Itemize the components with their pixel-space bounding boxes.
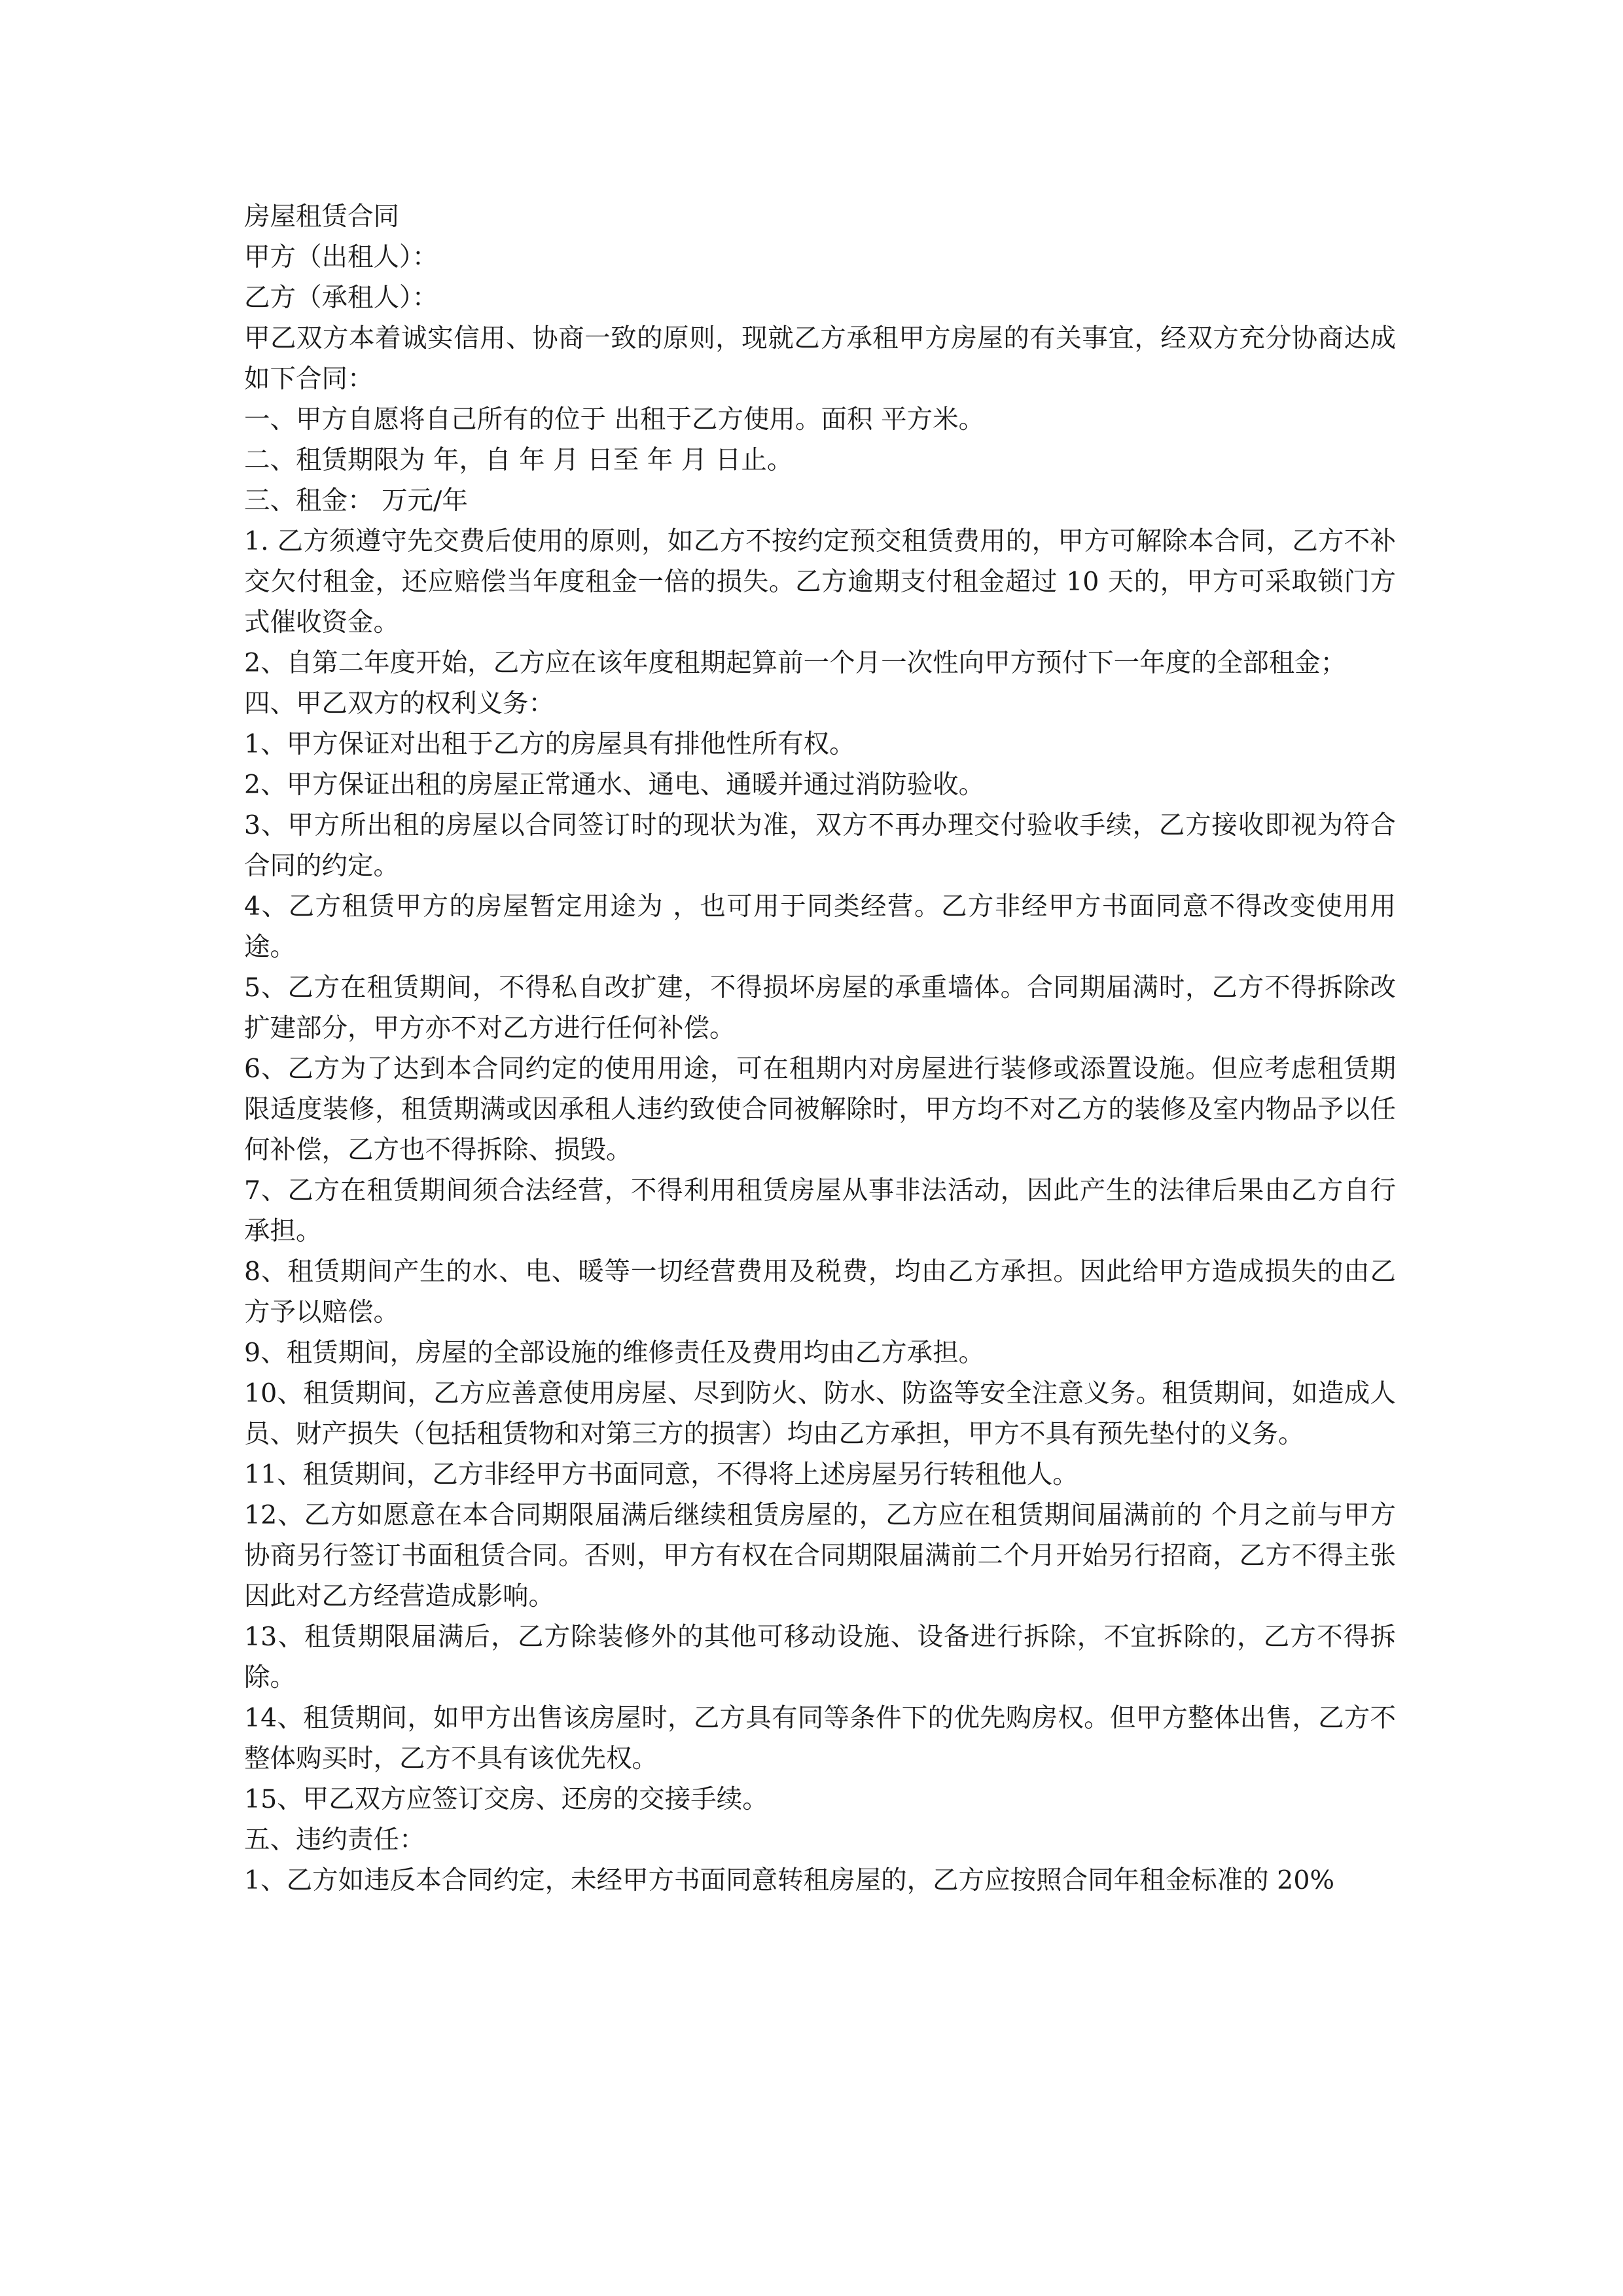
document-title: 房屋租赁合同 [244,202,399,232]
rights-item-14: 14、租赁期间，如甲方出售该房屋时，乙方具有同等条件下的优先购房权。但甲方整体出售，乙方不整体购买时，乙方不具有该优先权。 [244,1703,1396,1774]
clause-4-rights: 四、甲乙双方的权利义务： [244,689,554,719]
clause-5-breach: 五、违约责任： [244,1825,425,1855]
rent-item-2: 2、自第二年度开始，乙方应在该年度租期起算前一个月一次性向甲方预付下一年度的全部租金； [244,648,1347,678]
document-body [244,196,1396,1901]
rights-item-7: 7、乙方在租赁期间须合法经营，不得利用租赁房屋从事非法活动，因此产生的法律后果由乙方自行承担。 [244,1175,1396,1246]
rights-item-15: 15、甲乙双方应签订交房、还房的交接手续。 [244,1784,768,1814]
party-a-line: 甲方（出租人）： [244,242,438,272]
preamble: 甲乙双方本着诚实信用、协商一致的原则，现就乙方承租甲方房屋的有关事宜，经双方充分协商达成如下合同： [244,323,1396,394]
rights-item-8: 8、租赁期间产生的水、电、暖等一切经营费用及税费，均由乙方承担。因此给甲方造成损失的由乙方予以赔偿。 [244,1257,1396,1327]
rights-item-10: 10、租赁期间，乙方应善意使用房屋、尽到防火、防水、防盗等安全注意义务。租赁期间，如造成人员、财产损失（包括租赁物和对第三方的损害）均由乙方承担，甲方不具有预先垫付的义务。 [244,1378,1396,1449]
rights-item-2: 2、甲方保证出租的房屋正常通水、通电、通暖并通过消防验收。 [244,770,985,800]
rent-item-1: 1. 乙方须遵守先交费后使用的原则，如乙方不按约定预交租赁费用的，甲方可解除本合同，乙方不补交欠付租金，还应赔偿当年度租金一倍的损失。乙方逾期支付租金超过 10 天的，甲方可采取锁门方式催收资金。 [244,526,1396,637]
rights-item-13: 13、租赁期限届满后，乙方除装修外的其他可移动设施、设备进行拆除，不宜拆除的，乙方不得拆除。 [244,1622,1396,1693]
party-b-line: 乙方（承租人）： [244,283,438,313]
breach-item-1: 1、乙方如违反本合同约定，未经甲方书面同意转租房屋的，乙方应按照合同年租金标准的 20% [244,1865,1334,1895]
rights-item-3: 3、甲方所出租的房屋以合同签订时的现状为准，双方不再办理交付验收手续，乙方接收即视为符合合同的约定。 [244,810,1396,881]
rights-item-1: 1、甲方保证对出租于乙方的房屋具有排他性所有权。 [244,729,855,759]
clause-1-premises: 一、甲方自愿将自己所有的位于 出租于乙方使用。面积 平方米。 [244,404,985,435]
rights-item-5: 5、乙方在租赁期间，不得私自改扩建，不得损坏房屋的承重墙体。合同期届满时，乙方不得拆除改扩建部分，甲方亦不对乙方进行任何补偿。 [244,973,1396,1043]
rights-item-11: 11、租赁期间，乙方非经甲方书面同意，不得将上述房屋另行转租他人。 [244,1460,1079,1490]
clause-2-term: 二、租赁期限为 年，自 年 月 日至 年 月 日止。 [244,445,793,475]
rights-item-4: 4、乙方租赁甲方的房屋暂定用途为 ，也可用于同类经营。乙方非经甲方书面同意不得改变使用用途。 [244,891,1396,962]
rights-item-6: 6、乙方为了达到本合同约定的使用用途，可在租期内对房屋进行装修或添置设施。但应考虑租赁期限适度装修，租赁期满或因承租人违约致使合同被解除时，甲方均不对乙方的装修及室内物品予以任何补偿，乙方也不得拆除、损毁。 [244,1054,1396,1165]
rights-item-9: 9、租赁期间，房屋的全部设施的维修责任及费用均由乙方承担。 [244,1338,985,1368]
rights-item-12: 12、乙方如愿意在本合同期限届满后继续租赁房屋的，乙方应在租赁期间届满前的 个月之前与甲方协商另行签订书面租赁合同。否则，甲方有权在合同期限届满前二个月开始另行招商，乙方不得主张因此对乙方经营造成影响。 [244,1500,1396,1611]
clause-3-rent: 三、租金： 万元/年 [244,486,468,516]
